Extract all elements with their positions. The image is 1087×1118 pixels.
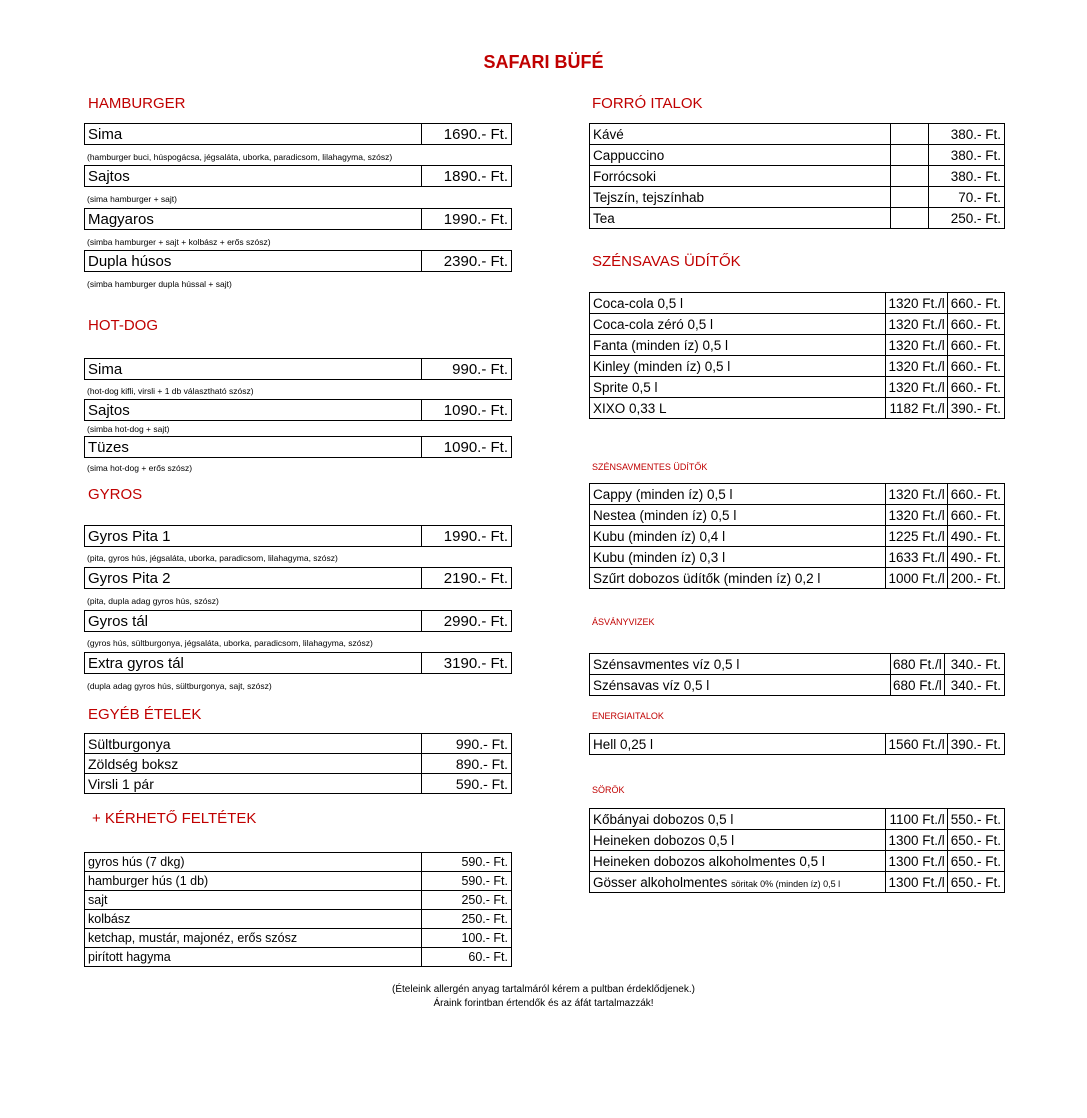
table-szensavmentes [589,483,1005,589]
section-gyros: GYROS [88,486,143,503]
item-price: 250.- Ft. [422,891,512,910]
allergen-note: (Ételeink allergén anyag tartalmáról kérem a pultban érdeklődjenek.) [392,984,695,995]
item-name: Szűrt dobozos üdítők (minden íz) 0,2 l [590,568,886,589]
item-unit-price: 1320 Ft./l [886,377,947,398]
item-name: Gyros Pita 2 [85,568,422,589]
item-price: 1090.- Ft. [422,437,512,458]
section-asvany: ÁSVÁNYVIZEK [592,617,655,627]
menu-row [85,437,512,458]
item-name: Kőbányai dobozos 0,5 l [590,809,886,830]
item-price: 660.- Ft. [947,314,1004,335]
vat-note: Áraink forintban értendők és az áfát tartalmazzák! [433,998,654,1009]
section-szensavas: SZÉNSAVAS ÜDÍTŐK [592,253,741,270]
section-hamburger: HAMBURGER [88,95,186,112]
menu-row [85,910,512,929]
item-price: 660.- Ft. [947,377,1004,398]
item-name: XIXO 0,33 L [590,398,886,419]
table-hotdog-1 [84,358,512,380]
item-name: Heineken dobozos 0,5 l [590,830,886,851]
table-szensavas [589,292,1005,419]
item-price: 990.- Ft. [422,359,512,380]
menu-row [590,734,1005,755]
item-unit-price: 1320 Ft./l [886,335,947,356]
item-price: 70.- Ft. [929,187,1005,208]
item-price: 590.- Ft. [422,774,512,794]
menu-row [590,809,1005,830]
item-note: (dupla adag gyros hús, sültburgonya, sajt, szósz) [87,681,272,691]
item-note: (hot-dog kifli, virsli + 1 db választható szósz) [87,386,254,396]
table-forro [589,123,1005,229]
table-gyros-1 [84,525,512,547]
item-name: pirított hagyma [85,948,422,967]
table-hotdog-2 [84,399,512,421]
item-name: Tüzes [85,437,422,458]
item-price: 660.- Ft. [947,335,1004,356]
item-name: Gösser alkoholmentes [593,874,728,890]
item-price: 650.- Ft. [947,872,1004,893]
item-unit-price: 1560 Ft./l [886,734,947,755]
item-unit-price [891,124,929,145]
table-gyros-2 [84,567,512,589]
section-feltetek: + KÉRHETŐ FELTÉTEK [92,810,257,827]
table-gyros-3 [84,610,512,632]
table-hotdog-3 [84,436,512,458]
item-unit-price [891,187,929,208]
item-note: (hamburger buci, húspogácsa, jégsaláta, uborka, paradicsom, lilahagyma, szósz) [87,152,393,162]
item-name: Kubu (minden íz) 0,3 l [590,547,886,568]
item-unit-price [891,208,929,229]
item-price: 2990.- Ft. [422,611,512,632]
menu-row [590,505,1005,526]
menu-row [85,734,512,754]
menu-row [85,611,512,632]
item-unit-price: 1320 Ft./l [886,293,947,314]
menu-row [85,891,512,910]
menu-row [590,124,1005,145]
item-name: Tea [590,208,891,229]
item-price: 390.- Ft. [947,734,1004,755]
item-name: Cappy (minden íz) 0,5 l [590,484,886,505]
item-name: Virsli 1 pár [85,774,422,794]
item-note: (pita, dupla adag gyros hús, szósz) [87,596,219,606]
item-price: 340.- Ft. [944,654,1004,675]
item-price: 490.- Ft. [947,526,1004,547]
section-forro: FORRÓ ITALOK [592,95,703,112]
item-unit-price: 1225 Ft./l [886,526,947,547]
item-name: Dupla húsos [85,251,422,272]
item-price: 1990.- Ft. [422,209,512,230]
menu-row [590,654,1005,675]
item-note: (sima hot-dog + erős szósz) [87,463,193,473]
item-unit-price: 680 Ft./l [891,654,945,675]
item-name: Magyaros [85,209,422,230]
menu-row [590,314,1005,335]
item-name: Sajtos [85,400,422,421]
table-gyros-4 [84,652,512,674]
item-price: 650.- Ft. [947,830,1004,851]
item-note: (simba hamburger dupla hússal + sajt) [87,279,232,289]
item-name: Fanta (minden íz) 0,5 l [590,335,886,356]
item-name: hamburger hús (1 db) [85,872,422,891]
table-feltetek [84,852,512,967]
item-price: 2190.- Ft. [422,568,512,589]
item-name: Sima [85,359,422,380]
menu-row [85,124,512,145]
menu-row [85,209,512,230]
item-name: Kinley (minden íz) 0,5 l [590,356,886,377]
item-note: (gyros hús, sültburgonya, jégsaláta, uborka, paradicsom, lilahagyma, szósz) [87,638,373,648]
menu-row [85,166,512,187]
item-price: 200.- Ft. [947,568,1004,589]
item-price: 660.- Ft. [947,484,1004,505]
item-name: Szénsavmentes víz 0,5 l [590,654,891,675]
item-name: Coca-cola 0,5 l [590,293,886,314]
table-hamburger-2 [84,165,512,187]
item-unit-price: 1182 Ft./l [886,398,947,419]
menu-row [85,359,512,380]
item-name: Gyros Pita 1 [85,526,422,547]
item-unit-price: 1320 Ft./l [886,356,947,377]
menu-row [590,398,1005,419]
menu-row [590,293,1005,314]
item-name: Sültburgonya [85,734,422,754]
menu-row [85,568,512,589]
section-egyeb: EGYÉB ÉTELEK [88,706,202,723]
item-unit-price: 1633 Ft./l [886,547,947,568]
item-unit-price: 680 Ft./l [891,675,945,696]
item-price: 890.- Ft. [422,754,512,774]
section-hotdog: HOT-DOG [88,317,158,334]
item-name: sajt [85,891,422,910]
menu-row [590,547,1005,568]
item-note: (pita, gyros hús, jégsaláta, uborka, paradicsom, lilahagyma, szósz) [87,553,338,563]
menu-row [85,774,512,794]
menu-row [590,187,1005,208]
item-name: Nestea (minden íz) 0,5 l [590,505,886,526]
menu-row [85,251,512,272]
menu-row [85,754,512,774]
item-name: Sima [85,124,422,145]
table-asvany [589,653,1005,696]
item-price: 1090.- Ft. [422,400,512,421]
item-price: 250.- Ft. [929,208,1005,229]
item-name: Sajtos [85,166,422,187]
item-price: 100.- Ft. [422,929,512,948]
item-unit-price [891,145,929,166]
menu-row [590,675,1005,696]
item-unit-price: 1320 Ft./l [886,314,947,335]
item-name: Kubu (minden íz) 0,4 l [590,526,886,547]
item-price: 490.- Ft. [947,547,1004,568]
item-price: 60.- Ft. [422,948,512,967]
menu-row [590,526,1005,547]
menu-row [85,853,512,872]
menu-row [590,377,1005,398]
section-energia: ENERGIAITALOK [592,711,664,721]
table-sorok [589,808,1005,893]
item-name-detail: söritak 0% (minden íz) 0,5 l [731,878,841,889]
section-sorok: SÖRÖK [592,785,625,795]
menu-row [85,872,512,891]
item-price: 340.- Ft. [944,675,1004,696]
menu-row [590,166,1005,187]
item-price: 380.- Ft. [929,166,1005,187]
table-energia [589,733,1005,755]
item-unit-price: 1300 Ft./l [886,872,947,893]
item-unit-price: 1320 Ft./l [886,484,947,505]
item-price: 650.- Ft. [947,851,1004,872]
item-unit-price: 1000 Ft./l [886,568,947,589]
menu-row [85,526,512,547]
item-unit-price: 1320 Ft./l [886,505,947,526]
menu-row [590,335,1005,356]
menu-row [590,208,1005,229]
table-hamburger-3 [84,208,512,230]
menu-row [590,568,1005,589]
item-price: 990.- Ft. [422,734,512,754]
item-price: 590.- Ft. [422,853,512,872]
item-unit-price: 1300 Ft./l [886,830,947,851]
section-szensavmentes: SZÉNSAVMENTES ÜDÍTŐK [592,462,708,472]
item-price: 2390.- Ft. [422,251,512,272]
item-price: 3190.- Ft. [422,653,512,674]
item-name: Heineken dobozos alkoholmentes 0,5 l [590,851,886,872]
item-price: 1890.- Ft. [422,166,512,187]
menu-row [85,653,512,674]
item-name: Cappuccino [590,145,891,166]
item-name: Extra gyros tál [85,653,422,674]
menu-row [590,872,1005,893]
item-price: 380.- Ft. [929,145,1005,166]
item-name: Kávé [590,124,891,145]
item-unit-price: 1100 Ft./l [886,809,947,830]
menu-row [590,830,1005,851]
menu-row [590,145,1005,166]
footer-notes [0,983,1087,1011]
item-price: 660.- Ft. [947,293,1004,314]
item-price: 1690.- Ft. [422,124,512,145]
table-hamburger-1 [84,123,512,145]
menu-row [85,929,512,948]
item-note: (sima hamburger + sajt) [87,194,177,204]
item-unit-price [891,166,929,187]
item-name: gyros hús (7 dkg) [85,853,422,872]
item-name: Zöldség boksz [85,754,422,774]
item-price: 660.- Ft. [947,505,1004,526]
item-note: (simba hot-dog + sajt) [87,424,170,434]
item-name: ketchap, mustár, majonéz, erős szósz [85,929,422,948]
menu-title: SAFARI BÜFÉ [483,52,604,72]
menu-row [590,484,1005,505]
item-price: 550.- Ft. [947,809,1004,830]
item-price: 590.- Ft. [422,872,512,891]
menu-row [590,851,1005,872]
item-note: (simba hamburger + sajt + kolbász + erős szósz) [87,237,271,247]
table-hamburger-4 [84,250,512,272]
item-name-cell [590,872,886,893]
item-name: kolbász [85,910,422,929]
item-name: Szénsavas víz 0,5 l [590,675,891,696]
item-name: Gyros tál [85,611,422,632]
item-price: 380.- Ft. [929,124,1005,145]
item-name: Hell 0,25 l [590,734,886,755]
menu-row [85,948,512,967]
menu-row [85,400,512,421]
item-name: Coca-cola zéró 0,5 l [590,314,886,335]
item-name: Tejszín, tejszínhab [590,187,891,208]
item-price: 1990.- Ft. [422,526,512,547]
item-price: 390.- Ft. [947,398,1004,419]
table-egyeb [84,733,512,794]
item-price: 250.- Ft. [422,910,512,929]
item-name: Sprite 0,5 l [590,377,886,398]
menu-row [590,356,1005,377]
item-name: Forrócsoki [590,166,891,187]
item-unit-price: 1300 Ft./l [886,851,947,872]
item-price: 660.- Ft. [947,356,1004,377]
